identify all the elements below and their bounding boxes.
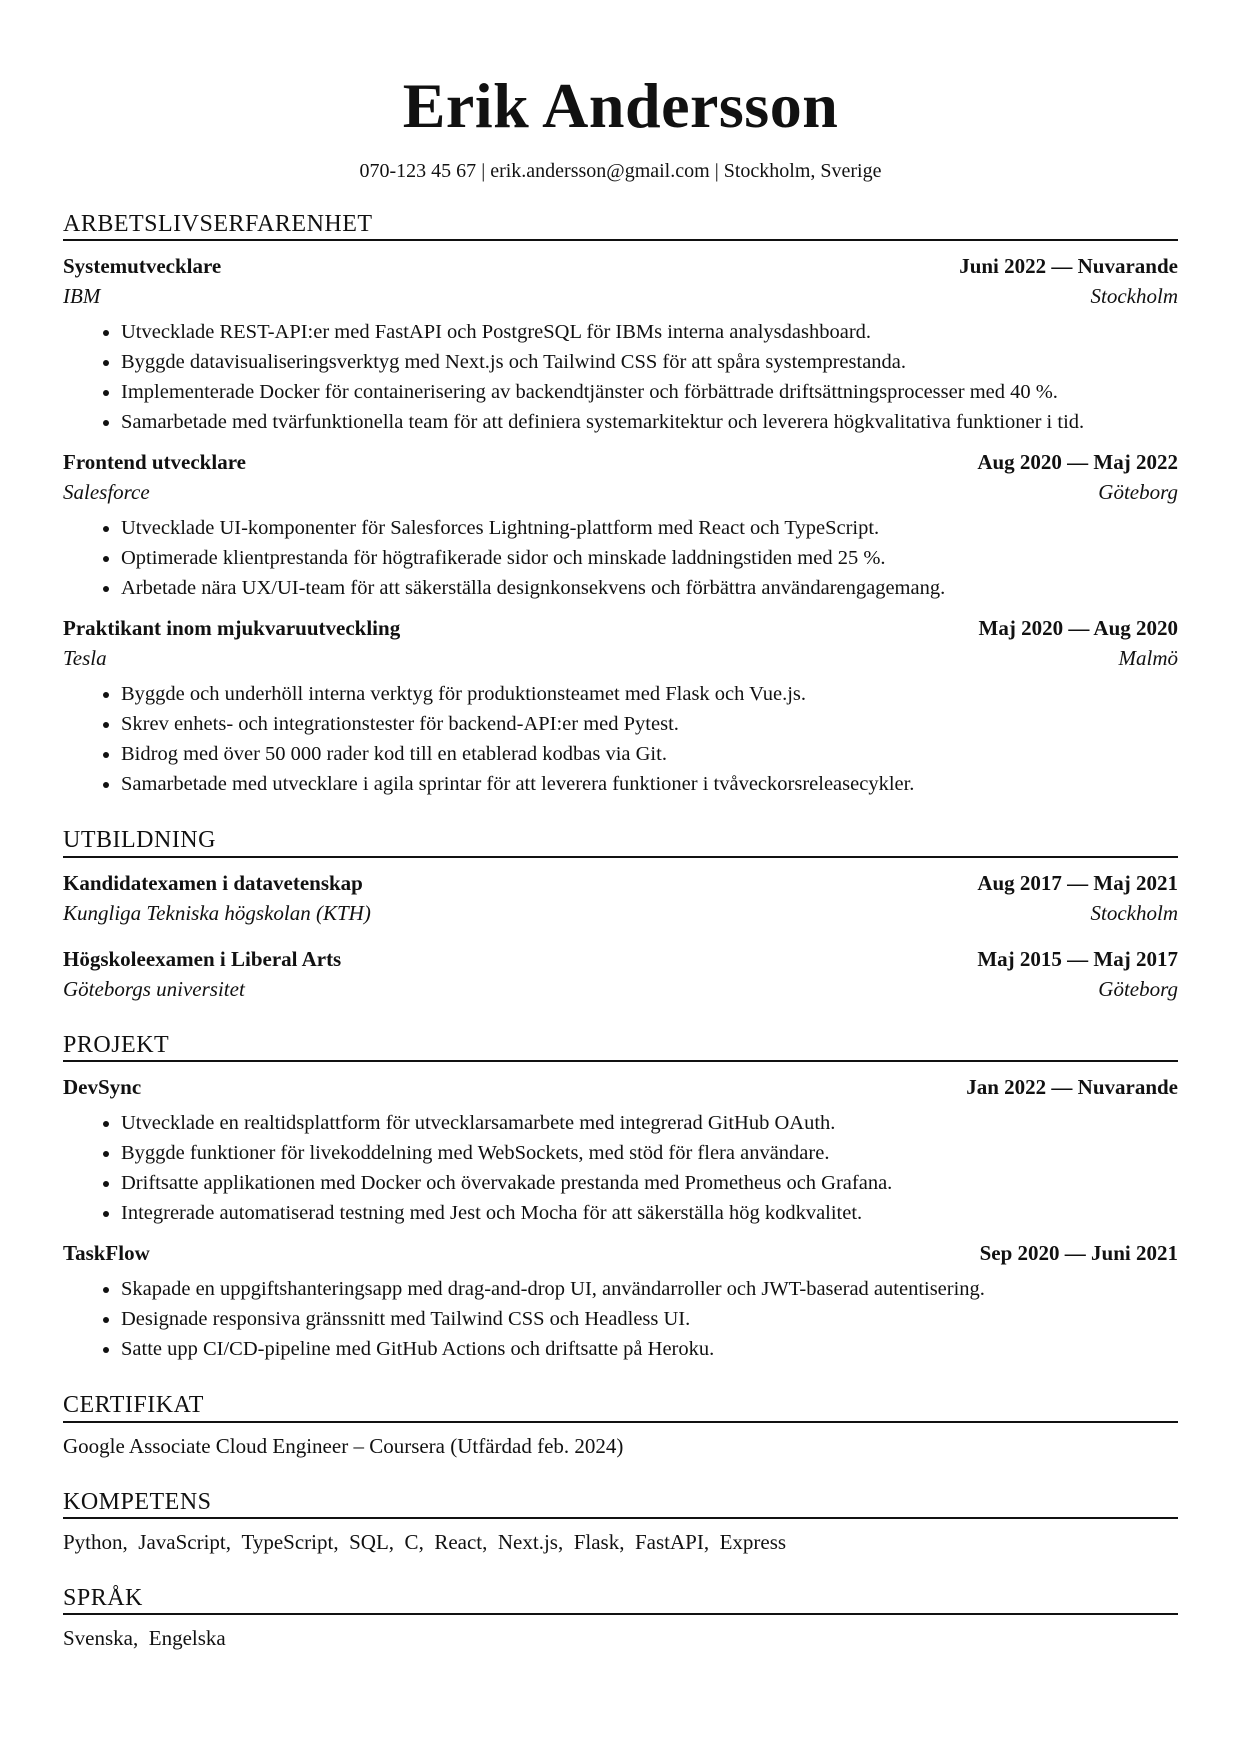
bullet-item: • Arbetade nära UX/UI-team för att säkerställa designkonsekvens och förbättra användarengagemang. [121, 573, 1178, 603]
job-company: Tesla [63, 646, 107, 671]
job-bullets [63, 513, 1178, 603]
project-entry [63, 1072, 1178, 1228]
skills-list [63, 1527, 1178, 1557]
skill-item: , Flask [558, 1530, 619, 1554]
bullet-item: • Satte upp CI/CD-pipeline med GitHub Actions och driftsatte på Heroku. [121, 1334, 1178, 1364]
education-dates: Maj 2015 — Maj 2017 [977, 946, 1178, 971]
job-city: Stockholm [1090, 284, 1178, 309]
bullet-item: • Bidrog med över 50 000 rader kod till en etablerad kodbas via Git. [121, 739, 1178, 769]
education-entry [63, 944, 1178, 1004]
skills-section [63, 1489, 1178, 1557]
project-entry [63, 1238, 1178, 1364]
bullet-item: • Byggde och underhöll interna verktyg för produktionsteamet med Flask och Vue.js. [121, 679, 1178, 709]
contact-separator: | [709, 160, 724, 182]
section-title-education: UTBILDNING [63, 827, 1178, 857]
bullet-item: • Designade responsiva gränssnitt med Tailwind CSS och Headless UI. [121, 1304, 1178, 1334]
school-name: Kungliga Tekniska högskolan (KTH) [63, 900, 371, 925]
skill-item: Python [63, 1529, 123, 1554]
degree-name: Kandidatexamen i datavetenskap [63, 870, 363, 895]
project-bullets [63, 1274, 1178, 1364]
bullet-item: • Samarbetade med tvärfunktionella team för att definiera systemarkitektur och leverera högkvalitativa funktioner i tid. [121, 407, 1178, 437]
bullet-item: • Skrev enhets- och integrationstester för backend-API:er med Pytest. [121, 709, 1178, 739]
job-bullets [63, 317, 1178, 437]
job-city: Malmö [1118, 646, 1178, 671]
education-entry [63, 868, 1178, 928]
bullet-item: • Utvecklade en realtidsplattform för utvecklarsamarbete med integrerad GitHub OAuth. [121, 1108, 1178, 1138]
job-bullets [63, 679, 1178, 799]
skill-item: , JavaScript [123, 1530, 226, 1554]
phone-number: 070-123 45 67 [359, 160, 477, 182]
bullet-item: • Skapade en uppgiftshanteringsapp med drag-and-drop UI, användarroller och JWT-baserad autentisering. [121, 1274, 1178, 1304]
section-title-certificates: CERTIFIKAT [63, 1392, 1178, 1422]
contact-line [63, 160, 1178, 183]
languages-list [63, 1623, 1178, 1653]
bullet-item: • Integrerade automatiserad testning med Jest och Mocha för att säkerställa hög kodkvalitet. [121, 1198, 1178, 1228]
location: Stockholm, Sverige [723, 160, 882, 182]
bullet-item: • Samarbetade med utvecklare i agila sprintar för att leverera funktioner i tvåveckorsreleasecykler. [121, 769, 1178, 799]
job-dates: Juni 2022 — Nuvarande [959, 254, 1178, 279]
school-name: Göteborgs universitet [63, 976, 245, 1001]
project-dates: Jan 2022 — Nuvarande [966, 1075, 1178, 1100]
skill-item: , C [389, 1530, 419, 1554]
language-item: Svenska [63, 1626, 133, 1651]
section-title-skills: KOMPETENS [63, 1489, 1178, 1519]
skill-item: , React [419, 1530, 483, 1554]
contact-separator: | [476, 160, 491, 182]
language-item: , Engelska [133, 1626, 226, 1650]
section-title-experience: ARBETSLIVSERFARENHET [63, 211, 1178, 241]
skill-item: , FastAPI [619, 1530, 704, 1554]
section-title-projects: PROJEKT [63, 1032, 1178, 1062]
languages-section [63, 1585, 1178, 1653]
job-role: Praktikant inom mjukvaruutveckling [63, 616, 401, 641]
school-city: Göteborg [1098, 976, 1178, 1001]
job-company: IBM [63, 284, 101, 309]
job-city: Göteborg [1098, 480, 1178, 505]
skill-item: , TypeScript [226, 1530, 334, 1554]
project-name: TaskFlow [63, 1241, 150, 1266]
candidate-name: Erik Andersson [402, 70, 839, 141]
skill-item: , Express [704, 1530, 786, 1554]
job-dates: Aug 2020 — Maj 2022 [977, 450, 1178, 475]
bullet-item: • Optimerade klientprestanda för högtrafikerade sidor och minskade laddningstiden med 25 %. [121, 543, 1178, 573]
education-section [63, 827, 1178, 1003]
projects-section [63, 1032, 1178, 1364]
degree-name: Högskoleexamen i Liberal Arts [63, 946, 342, 971]
skill-item: , Next.js [482, 1530, 558, 1554]
bullet-item: • Byggde datavisualiseringsverktyg med Next.js och Tailwind CSS för att spåra systemprestanda. [121, 347, 1178, 377]
certificate-text: Google Associate Cloud Engineer – Coursera (Utfärdad feb. 2024) [63, 1433, 624, 1458]
bullet-item: • Byggde funktioner för livekoddelning med WebSockets, med stöd för flera användare. [121, 1138, 1178, 1168]
bullet-item: • Utvecklade REST-API:er med FastAPI och PostgreSQL för IBMs interna analysdashboard. [121, 317, 1178, 347]
job-dates: Maj 2020 — Aug 2020 [978, 616, 1178, 641]
bullet-item: • Utvecklade UI-komponenter för Salesforces Lightning-plattform med React och TypeScript. [121, 513, 1178, 543]
job-role: Frontend utvecklare [63, 450, 246, 475]
job-role: Systemutvecklare [63, 254, 222, 279]
bullet-item: • Driftsatte applikationen med Docker och övervakade prestanda med Prometheus och Grafana. [121, 1168, 1178, 1198]
job-entry [63, 251, 1178, 437]
section-title-languages: SPRÅK [63, 1585, 1178, 1615]
job-entry [63, 447, 1178, 603]
bullet-item: • Implementerade Docker för containerisering av backendtjänster och förbättrade driftsättningsprocesser med 40 %. [121, 377, 1178, 407]
certificates-section [63, 1392, 1178, 1460]
email-address: erik.andersson@gmail.com [490, 160, 710, 182]
job-company: Salesforce [63, 480, 150, 505]
job-entry [63, 613, 1178, 799]
experience-section [63, 211, 1178, 799]
education-dates: Aug 2017 — Maj 2021 [977, 870, 1178, 895]
resume-page [63, 62, 1178, 1653]
school-city: Stockholm [1090, 900, 1178, 925]
project-dates: Sep 2020 — Juni 2021 [979, 1241, 1178, 1266]
skill-item: , SQL [333, 1530, 388, 1554]
project-bullets [63, 1108, 1178, 1228]
project-name: DevSync [63, 1075, 142, 1100]
